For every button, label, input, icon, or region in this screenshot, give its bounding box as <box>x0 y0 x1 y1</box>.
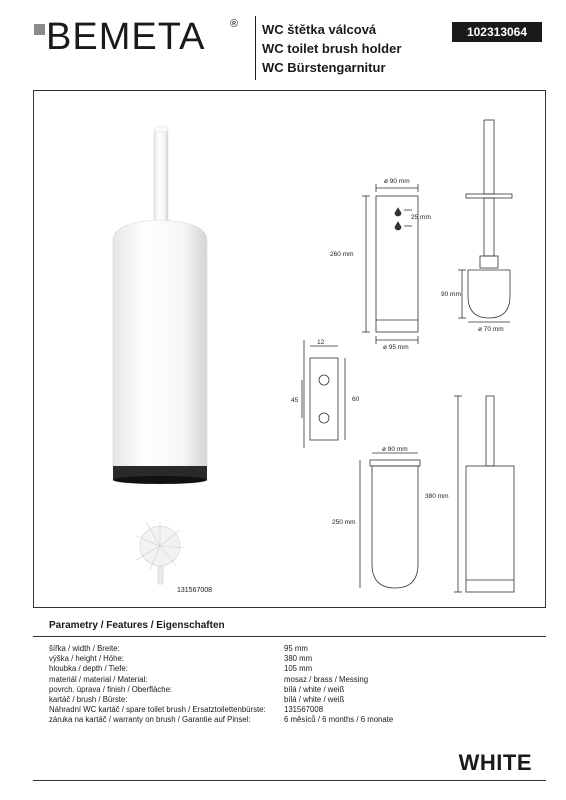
brand-logo: BEMETA <box>46 16 206 58</box>
dim-height: 260 mm <box>330 251 354 258</box>
product-code-badge: 102313064 <box>452 22 542 42</box>
title-de: WC Bürstengarnitur <box>262 60 386 75</box>
title-cz: WC štětka válcová <box>262 22 377 37</box>
spec-row: záruka na kartáč / warranty on brush / Garantie auf Pinsel: 6 měsíců / 6 months / 6 monate <box>49 715 394 725</box>
dim-top-width: ø 90 mm <box>384 178 410 185</box>
spec-row: povrch. úprava / finish / Oberfläche: bílá / white / weiß <box>49 684 345 694</box>
dim-total-height: 380 mm <box>425 493 449 500</box>
wall-bracket-drawing <box>302 340 345 448</box>
dim-insert-width: ø 90 mm <box>382 446 408 453</box>
spec-row: materiál / material / Material: mosaz / brass / Messing <box>49 674 369 684</box>
assembly-drawing <box>454 396 514 592</box>
features-divider <box>33 636 546 637</box>
spec-row: výška / height / Höhe: 380 mm <box>49 654 313 664</box>
brush-drawing <box>458 120 512 322</box>
title-en: WC toilet brush holder <box>262 41 402 56</box>
spare-part-code: 131567008 <box>177 587 213 594</box>
insert-drawing <box>360 453 420 588</box>
dim-brush-height: 90 mm <box>441 291 461 298</box>
spare-brush-head-icon <box>136 522 184 584</box>
product-photo <box>113 126 207 584</box>
dim-bracket-spacing: 45 <box>291 397 299 404</box>
spec-row: Náhradní WC kartáč / spare toilet brush / Ersatztoilettenbürste: 131567008 <box>49 705 324 715</box>
dim-insert-height: 250 mm <box>332 519 356 526</box>
spec-row: hloubka / depth / Tiefe: 105 mm <box>49 664 313 674</box>
dim-bracket-height: 60 <box>352 396 360 403</box>
dim-bottom-width: ø 95 mm <box>383 344 409 351</box>
spec-row: kartáč / brush / Bürste: bílá / white / weiß <box>49 695 345 705</box>
bottom-divider <box>33 780 546 781</box>
front-view-drawing <box>362 184 418 344</box>
features-title: Parametry / Features / Eigenschaften <box>49 620 225 631</box>
registered-mark: ® <box>230 18 239 30</box>
dim-brush-width: ø 70 mm <box>478 326 504 333</box>
spec-table <box>49 644 484 726</box>
spec-row: šířka / width / Breite: 95 mm <box>49 644 308 653</box>
color-name: WHITE <box>458 750 532 775</box>
dim-bracket-depth: 12 <box>317 339 325 346</box>
dim-hole: 25 mm <box>411 214 431 221</box>
